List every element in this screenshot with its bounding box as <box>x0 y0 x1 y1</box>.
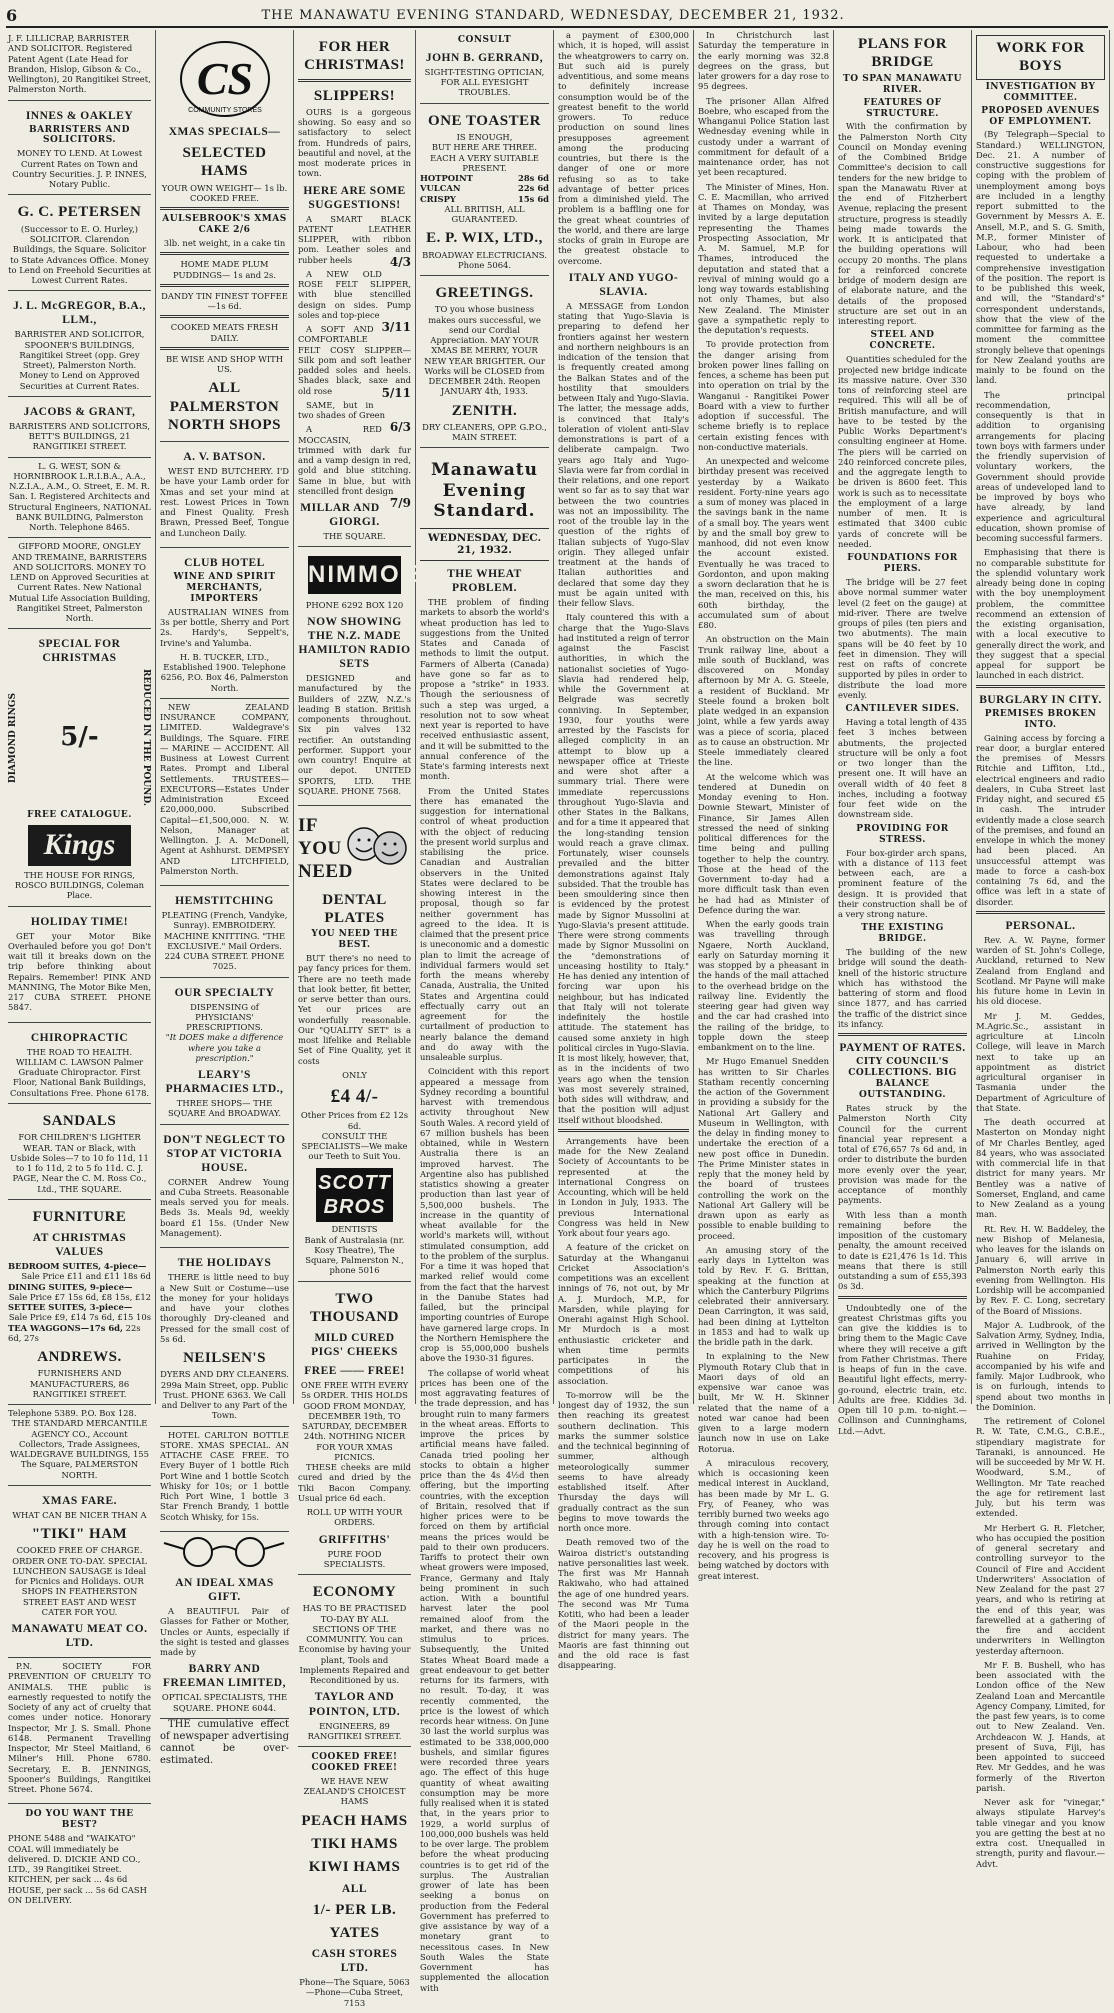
ad-west <box>8 458 151 539</box>
leary-heading: LEARY'S PHARMACIES LTD., <box>165 1069 284 1096</box>
tiki-body: COOKED FREE OF CHARGE. ORDER ONE TO-DAY. SPECIAL LUNCHEON SAUSAGE is Ideal for Picnics and Holidays. OUR SHOPS IN FEATHERSTON STREET EAST AND WEST CATER FOR YOU. <box>12 1545 147 1617</box>
dental-consult: CONSULT THE SPECIALISTS—We make our Teeth to Suit You. <box>301 1130 408 1162</box>
personal-paragraph: Rt. Rev. H. W. Baddeley, the new Bishop of Melanesia, who leaves for the islands on January 6, will arrive in Palmerston North early this evening from Wellington. His Lordship will be accompanied by Rev. F. C. Long, secretary of the Board of Missions. <box>976 1223 1105 1316</box>
wix-heading: E. P. WIX, LTD., <box>426 230 543 247</box>
innes-body: MONEY TO LEND. At Lowest Current Rates on Town and Country Securities. J. P. INNES, Notary Public. <box>12 148 147 190</box>
news-paragraph: At the welcome which was tendered at Dunedin on Monday evening to Hon. Downie Stewart, Minister of Finance, Sir James Allen stressed the need of sinking political differences for the time being and pulling together to help the country. Those at the head of the Government to-day had a more difficult task than even he had had as Minister of Defence during the war. <box>698 771 829 915</box>
news-paragraph: When the early goods train was travelling through Ngaere, North Auckland, early on Saturday morning it was stopped by a pheasant in the hands of the mail attached to the overhead bridge on the railway line. Evidently the steering gear had given way and the car had crashed into the railing of the bridge, to topple down the steep embankment on to the line. <box>698 919 829 1052</box>
neilsen-heading: NEILSEN'S <box>183 1350 266 1366</box>
stress-heading: PROVIDING FOR STRESS. <box>856 823 949 845</box>
ad-gerrand <box>420 30 549 104</box>
furniture-item <box>8 1323 151 1344</box>
club-heading: CLUB HOTEL <box>184 556 265 569</box>
toaster-name: CRISPY <box>420 193 456 204</box>
coal-heading: DO YOU WANT THE BEST? <box>25 1809 134 1831</box>
toaster-price: 22s 6d <box>518 183 549 194</box>
peach-hams: PEACH HAMS <box>301 1812 408 1829</box>
tiki-hams: TIKI HAMS <box>311 1836 398 1852</box>
cs-logo-letters: CS <box>196 53 253 104</box>
slipper-item-text: A NEW OLD ROSE FELT SLIPPER, with blue stencilled design on sides. Pump soles and top-piece <box>298 268 411 320</box>
divider <box>558 1129 689 1132</box>
xmas-fare-body: WHAT CAN BE NICER THAN A <box>12 1509 147 1520</box>
diamond-right: REDUCED IN THE POUND. <box>140 669 151 807</box>
divider <box>160 207 289 210</box>
ad-pigs-cheeks <box>298 1282 411 1576</box>
nimmos-logo: NIMMO'S <box>308 556 401 593</box>
column-7 <box>834 30 972 1436</box>
ad-kings <box>8 629 151 906</box>
existing-bridge-body: The building of the new bridge will sound the death-knell of the historic structure which has withstood the battering of storm and flood since 1877, and has carried the traffic of the district since its infancy. <box>838 947 967 1029</box>
dental-body: BUT there's no need to pay fancy prices for them. There are no teeth made that look better, fit better, or serve better than ours. Yet our prices are wonderfully reasonable. Our "QUALITY SET" is a most lifelike and Reliable Set of Fine Quality, yet it costs <box>298 953 411 1066</box>
column-3 <box>294 30 427 2008</box>
page-number: 6 <box>6 5 19 25</box>
cantilever-body: Having a total length of 435 feet 3 inches between abutments, the projected structure will be only a foot or two longer than the present one. It will have an overall width of 40 feet 8 inches, including a footway four feet wide on the downstream side. <box>838 717 967 820</box>
sandals-heading: SANDALS <box>42 1112 117 1129</box>
slipper-item-price: 7/9 <box>389 496 411 511</box>
diamond-rings-offer <box>8 669 151 806</box>
slipper-item-text: A SMART BLACK PATENT LEATHER SLIPPER, with ribbon pom. Leather soles and rubber heels <box>298 213 411 265</box>
magic-cave-advt: Undoubtedly one of the greatest Christmas gifts you can give the kiddies is to bring them to the Magic Cave where they will receive a gift from Father Christmas. There is heaps of fun in the cave. Beautiful light effects, merry-go-round, electric train, etc. Adults are free. Kiddies 3d. Open till 10 p.m. to-night.—Collinson and Cunninghams, Ltd.—Advt. <box>838 1302 967 1436</box>
divider <box>976 685 1105 688</box>
ham-price: 1/- PER LB. <box>312 1901 397 1918</box>
ad-chiro <box>8 1023 151 1104</box>
ad-mcgregor <box>8 291 151 397</box>
bridge-heading: PLANS FOR BRIDGE <box>857 36 948 71</box>
ad-community-stores <box>160 30 289 442</box>
italy-paragraph: Italy countered this with a charge that the Yugo-Slavs had instituted a reign of terror against the Fascist authorities, in which the nationalist societies of Yugo-Slavia had rendered help, while the Government at Belgrade was secretly conniving. In September, 1930, four youths were arrested by the Fascists for alleged complicity in an attempt to blow up a newspaper office at Trieste and were shot after a summary trial. There were immediate repercussions throughout Yugo-Slavia and other States in the Balkans, and for a time it appeared that the long-standing tension would reach a grave climax. Fortunately, wiser counsels prevailed and the bitter demonstrations against Italy subsided. That the trouble has been smouldering since then is evidenced by the protest made by Signor Mussolini at Yugo-Slavia's present attitude. There were strong comments made by Signor Mussolini on the "demonstrations of unceasing hostility to Italy." He has denied any intention of forcing war upon his neighbour, but has indicated that Italy will not tolerate indefinitely the hostile attitude. The statement has caused some anxiety in high political circles in Yugo-Slavia. It is most likely, however, that, as in the incidents of two years ago when the tension was most severely strained, both sides will withdraw, and that the position will adjust itself without bloodshed. <box>558 612 689 1125</box>
personal-paragraph: Never ask for "vinegar," always stipulate Harvey's table vinegar and you know you are getting the best at no extra cost. Unequalled in strength, purity and flavour.—Advt. <box>976 1797 1105 1869</box>
hem-body: PLEATING (French, Vandyke, Sunray). EMBROIDERY. MACHINE KNITTING. "THE EXCLUSIVE." Mail Orders. 224 CUBA STREET. PHONE 7025. <box>161 910 288 972</box>
pudding-line: HOME MADE PLUM PUDDINGS— 1s and 2s. <box>172 259 277 280</box>
slipper-item-text: SAME, but in two shades of Green <box>298 399 386 421</box>
news-paragraph: An obstruction on the Main Trunk railway line, about a mile south of Buckland, was discovered on Monday afternoon by Mr A. G. Steele, a resident of Buckland. Mr Steele found a broken bolt plate wedged in an expansion joint, while a few yards away was a piece of scoria, placed as to cause an obstruction. Mr Steele immediately cleared the line. <box>698 634 829 768</box>
consult-heading: CONSULT <box>457 35 512 45</box>
leary-body: THREE SHOPS— THE SQUARE And BROADWAY. <box>167 1098 282 1119</box>
bridge-paragraph: With the confirmation by the Palmerston North City Council on Monday evening of the Combined Bridge Committee's decision to call tenders for the new bridge to span the Manawatu River at the end of Fitzherbert Avenue, replacing the present structure, progress is steadily being made towards the work. It is anticipated that the building operations will occupy 20 months. The plans for a reinforced concrete bridge of modern design are of elaborate nature, and the details of the proposed structure are set out in an interesting report. <box>838 121 967 327</box>
italy-heading: ITALY AND YUGO-SLAVIA. <box>568 271 679 298</box>
ad-dental <box>298 806 411 1282</box>
furniture-item <box>8 1282 151 1303</box>
ad-standard <box>8 1405 151 1486</box>
furniture-sub: AT CHRISTMAS VALUES <box>32 1232 127 1259</box>
furniture-heading: FURNITURE <box>32 1208 127 1225</box>
dental-sub: YOU NEED THE BEST. <box>311 929 398 951</box>
scott-addr: Bank of Australasia (nr. Kosy Theatre), The Square, Palmerston N., phone 5016 <box>304 1234 405 1276</box>
ad-taylor-pointon <box>298 1575 411 1747</box>
cash-stores-heading: CASH STORES LTD. <box>311 1948 398 1975</box>
tiki-ham-heading: "TIKI" HAM <box>31 1526 128 1543</box>
ad-yates-hams <box>298 1747 411 2013</box>
toaster-name: VULCAN <box>420 183 461 194</box>
foundations-body: The bridge will be 27 feet above normal summer water level (2 feet on the gauge) at mid-river. There are twelve groups of piles (ten piers and two abutments). The main spans will be 40 feet by 10 feet in dimension. They will rest on rafts of concrete supported by piles in order to distribute the load more evenly. <box>838 577 967 700</box>
toaster-item <box>420 194 549 204</box>
masthead <box>6 4 1108 28</box>
masthead-title: THE MANAWATU EVENING STANDARD, WEDNESDAY, DECEMBER 21, 1932. <box>261 7 845 23</box>
slipper-item-price: 4/3 <box>389 254 411 269</box>
slipper-item <box>298 268 411 335</box>
andrews-heading: ANDREWS. <box>37 1349 122 1366</box>
chiro-heading: CHIROPRACTIC <box>30 1031 129 1044</box>
furniture-item <box>8 1261 151 1282</box>
greetings-heading: GREETINGS. <box>435 285 534 302</box>
diamond-left: DIAMOND RINGS <box>8 692 18 783</box>
petersen-body: (Successor to E. O. Hurley,) SOLICITOR. Clarendon Buildings, the Square. Solicitor to State Advances Office. Money to Lend on Freehold Securities at Lowest Current Rates. <box>8 223 151 285</box>
innes-sub: BARRISTERS AND SOLICITORS. <box>29 124 130 146</box>
west-body: L. G. WEST, SON & HORNIBROOK L.R.I.B.A., A.A., N.Z.I.A., A.M., O. Street, E. M. R. San. I. Registered Architects and Structural Engineers, NATIONAL BANK BUILDING, Palmerston North. Telephone 8465. <box>8 460 151 533</box>
griffiths-heading: GRIFFITHS' <box>318 1533 391 1546</box>
ad-coal <box>8 1804 151 1910</box>
divider <box>298 79 411 82</box>
ad-jacobs <box>8 397 151 458</box>
news-paragraph: In Christchurch last Saturday the temperature in the early morning was 32.8 degrees on the grass, but later growers for a day rose to 95 degrees. <box>698 30 829 92</box>
cantilever-heading: CANTILEVER SIDES. <box>845 704 960 715</box>
news-paragraph: The Minister of Mines, Hon. C. E. Macmillan, who arrived at Thames on Monday, was invited by a large deputation representing the Thames Prospecting Association, Mr A. M. Samuel, M.P. for Thames, introduced the deputation and stated that a revival of mining would go a long way towards establishing not only Thames, but also New Zealand. The Minister gave a sympathetic reply to the deputation's requests. <box>698 181 829 335</box>
dental-top <box>298 809 411 886</box>
wix-sub: BROADWAY ELECTRICIANS. Phone 5064. <box>422 249 547 270</box>
ad-tiki <box>8 1486 151 1658</box>
divider <box>838 1033 967 1036</box>
mcgregor-body: BARRISTER AND SOLICITOR, SPOONER'S BUILDINGS, Rangitikei Street (opp. Grey Street), Palmerston North. Money to Lend on Approved Securities at Current Rates. <box>14 329 145 391</box>
meat-co-heading: MANAWATU MEAT CO. LTD. <box>11 1623 148 1650</box>
ad-barry-freeman <box>160 1532 289 1719</box>
ad-carlton <box>160 1427 289 1532</box>
dental-other: Other Prices from £2 12s 6d. <box>300 1110 409 1131</box>
griffiths-sub: PURE FOOD SPECIALISTS. <box>323 1548 386 1569</box>
news-paragraph: In explaining to the New Plymouth Rotary Club that in Maori days of old an expensive war canoe was built, Mr W. H. Skinner related that the name of a noted war canoe had been given to a large modern launch now in use on Lake Rotorua. <box>698 1351 829 1454</box>
divider <box>160 252 289 255</box>
work-paragraph: The principal recommendation, consequently is that in addition to organising arrangements for placing town boys with farmers under the friendly supervision of voluntary workers, the Government should provide areas of undeveloped land to be improved by boys who have already, by land experience and agricultural education, shown promise of becoming successful farmers. <box>976 389 1105 544</box>
wheat-heading: THE WHEAT PROBLEM. <box>447 568 522 595</box>
barry-body: OPTICAL SPECIALISTS, THE SQUARE. PHONE 6044. <box>161 1692 288 1713</box>
divider <box>160 315 289 318</box>
diamond-mid: 5/- <box>60 721 99 752</box>
smiling-faces-icon <box>342 818 412 876</box>
toaster-price: 28s 6d <box>518 173 549 184</box>
petersen-heading: G. C. PETERSEN <box>17 204 142 221</box>
toaster-heading: ONE TOASTER <box>428 112 541 129</box>
slipper-item <box>298 399 411 435</box>
hams-heading: SELECTED HAMS <box>182 145 267 180</box>
mcgregor-heading: J. L. McGREGOR, B.A., LLM., <box>13 300 146 327</box>
slipper-item-price: 6/3 <box>389 420 411 435</box>
economy-body: HAS TO BE PRACTISED TO-DAY BY ALL SECTIONS OF THE COMMUNITY. You can Economise by having your plant, Tools and Implements Repaired and Reconditioned by us. <box>298 1603 411 1686</box>
work-sub: INVESTIGATION BY COMMITTEE. <box>985 81 1096 103</box>
we-have-line: WE HAVE NEW ZEALAND'S CHOICEST HAMS <box>303 1775 406 1807</box>
taylor-sub: ENGINEERS, 89 RANGITIKEI STREET. <box>307 1720 402 1741</box>
column-8 <box>972 30 1110 1869</box>
barry-heading: BARRY AND FREEMAN LIMITED, <box>162 1663 286 1690</box>
special-heading: SPECIAL FOR CHRISTMAS <box>38 638 121 665</box>
greetings-body: TO you whose business makes ours successful, we send our Cordial Appreciation. MAY YOUR XMAS BE MERRY, YOUR NEW YEAR BRIGHTER. Our Works will be CLOSED from DECEMBER 24th. Reopen JANUARY 4th, 1933. <box>424 304 545 397</box>
news-paragraph: A feature of the cricket on Saturday at the Whanganui Cricket Association's competitions was an excellent innings of 76, not out, by Mr A. J. Murdoch, M.P., for Marsden, while playing for Onerahi against High School. Mr Murdoch is a most enthusiastic cricketer and when time permits participates in the competitions of his association. <box>558 1242 689 1386</box>
wheat-paragraph: THE problem of finding markets to absorb the world's wheat production has led to suggestions from the United States and Canada of methods to limit the output. Farmers of Alberta (Canada) have gone so far as to propose a "strike" in 1933. Though the seriousness of such a step was urged, a resolution not to sow wheat next year is reported to have received enthusiastic assent, and it will be submitted to the annual conference of the State's farming interests next month. <box>420 597 549 782</box>
forher-heading: FOR HER CHRISTMAS! <box>304 39 405 74</box>
ad-nz-insurance <box>160 699 289 886</box>
lillicrap-text: J. F. LILLICRAP, BARRISTER AND SOLICITOR. Registered Patent Agent (Late Head for Brandon, Hislop, Gibson & Co., Wellington), 20 Rangitikei Street, Palmerston North. <box>8 33 151 95</box>
economy-heading: ECONOMY <box>312 1584 397 1601</box>
nimmo-heading: NOW SHOWING THE N.Z. MADE HAMILTON RADIO SETS <box>298 615 411 671</box>
slipper-item <box>298 324 411 400</box>
disp-heading: OUR SPECIALTY <box>174 986 275 999</box>
victoria-body: CORNER Andrew Young and Cuba Streets. Reasonable meals served you for meals. Beds 3s. Meals 9d, weekly board £1 15s. (Under New Management). <box>160 1176 289 1238</box>
rates-sub: CITY COUNCIL'S COLLECTIONS. BIG BALANCE OUTSTANDING. <box>848 1057 957 1101</box>
cs-logo <box>160 39 289 119</box>
news-paragraph: An amusing story of the early days in Lyttelton was told by Rev. F. G. Brittan, speaking at the function at which the Canterbury Pilgrims celebrated their anniversary. Dean Carrington, it was said, had been dining at Lyttelton in 1853 and had to walk up the bridle path in the dark. <box>698 1244 829 1347</box>
pigs-body: ONE FREE WITH EVERY 5s ORDER. THIS HOLDS GOOD FROM MONDAY, DECEMBER 19th, TO SATURDAY, DECEMBER 24th. NOTHING NICER FOR YOUR XMAS PICNICS. <box>300 1380 409 1462</box>
cumulative-note: THE cumulative effect of newspaper advertising cannot be over-estimated. <box>160 1718 289 1767</box>
zenith-sub: DRY CLEANERS, OPP. G.P.O., MAIN STREET. <box>422 421 547 443</box>
personal-paragraph: Mr J. M. Geddes, M.Agric.Sc., assistant in agriculture at Lincoln College, will leave in March next to take up an appointment as district agricultural organiser in Tasmania under the Department of Agriculture of that State. <box>976 1010 1105 1113</box>
toaster-body: BUT HERE ARE THREE. EACH A VERY SUITABLE PRESENT. <box>430 142 539 173</box>
news-paragraph: A miraculous recovery, which is occasioning keen medical interest in Auckland, has been made by Mr L. G. Fry, of Feaney, who was terribly burned two weeks ago through coming into contact with a high-tension wire. To-day he is well on the road to recovery, and his progress is being watched by doctors with great interest. <box>698 1457 829 1581</box>
if-you-heading: IF YOU NEED <box>298 815 353 883</box>
disp-sub: DISPENSING of PHYSICIANS' PRESCRIPTIONS. <box>186 1001 263 1033</box>
ad-toaster <box>420 104 549 276</box>
slipper-item-text: A SOFT AND COMFORTABLE FELT COSY SLIPPER—Silk pom and soft leather padded soles and heels. Shades black, saxe and old rose <box>298 324 411 396</box>
wheat-paragraph: The collapse of world wheat prices has been one of the most aggravating features of the trade depression, and has brought ruin to many farmers in the wheat areas. Efforts to improve the prices by artificial means have failed. Canada tried pooling her stocks to obtain a higher price than the 4s 4½d then offering, but the importing countries, with the exception of Britain, resolved that if higher prices were to be forced on them by artificial means the prices would be paid to their own producers. Tariffs to protect their own wheat growers were imposed, France, Germany and Italy being prominent in such action. With a bountiful harvest later the pool remained aloof from the market, and there was no stimulus to prices. Subsequently, the United States Wheat Board made a great endeavour to get better returns for its farmers, with no result. To-day, it was recently commented, the price is the lowest of which records hear witness. On June 30 last the world surplus was estimated to be 338,000,000 bushels, and similar figures were recorded three years ago. The effect of this huge quantity of wheat awaiting consumption may be more fully realised when it is stated that, in the years prior to 1929, a world surplus of 100,000,000 bushels was held to be over large. The problem before the wheat producing countries is to get rid of the surplus. The Australian grower of late has been seeking a bonus on production from the Federal Government has preferred to give assistance by way of a monetary grant to necessitous cases. In New South Wales the State Government has supplemented the allocation with <box>420 1367 549 1993</box>
ad-petersen <box>8 195 151 291</box>
wheat-paragraph: From the United States there has emanated the suggestion for international control of wheat production with the object of reducing the present world surplus and stabilising the price. Canadian and Australian observers in the United States were declared to be showing interest in the proposal, though so far neither government has agreed to the idea. It is claimed that the present price is uneconomic and a domestic plan to limit the acreage of individual farmers would set forth the means whereby Canada, Australia, the United States and Argentina could effectually carry out an agreement for the curtailment of production to nearly balance the demand and do away with the unsaleable surplus. <box>420 785 549 1063</box>
ad-nimmos <box>298 547 427 806</box>
ideal-heading: AN IDEAL XMAS GIFT. <box>175 1577 274 1604</box>
personal-paragraph: The death occurred at Masterton on Monday night of Mr Charles Bentley, aged 84 years, who was associated with commercial life in that district for many years. Mr Bentley was a native of Somerset, England, and came to New Zealand as a young man. <box>976 1117 1105 1220</box>
rates-body-2: With less than a month remaining before the imposition of the customary penalty, the amount received to date is £21,476 1s 1d. This means that there is still outstanding a sum of £55,393 0s 3d. <box>838 1209 967 1292</box>
toaster-name: HOTPOINT <box>420 173 473 184</box>
suggestions-heading: HERE ARE SOME SUGGESTIONS! <box>303 184 406 211</box>
club-body: AUSTRALIAN WINES from 3s per bottle, Sherry and Port 2s. Hardy's, Seppelt's, Irvine's and Yalumba. <box>160 606 289 648</box>
toaster-item <box>420 183 549 193</box>
cs-logo-graphic <box>179 39 271 119</box>
furniture-item <box>8 1302 151 1323</box>
jacobs-heading: JACOBS & GRANT, <box>23 405 136 418</box>
dental-price: £4 4/- <box>330 1086 379 1108</box>
bridge-sub1: TO SPAN MANAWATU RIVER. <box>843 73 962 95</box>
batson-body: WEST END BUTCHERY. I'D be have your Lamb order for Xmas and set your mind at rest. Lowest Prices in Town and Finest Quality. Fresh Brawn, Pressed Beef, Tongue and Luncheon Daily. <box>160 466 289 538</box>
ad-batson <box>160 442 289 548</box>
gerrand-heading: JOHN B. GERRAND, <box>425 51 544 64</box>
andrews-body: FURNISHERS AND MANUFACTURERS, 86 RANGITIKEI STREET. <box>29 1368 130 1399</box>
toaster-price: 15s 6d <box>518 193 549 204</box>
ad-slippers <box>298 30 411 547</box>
aulse-line: AULSEBROOK'S XMAS CAKE 2/6 <box>162 214 287 236</box>
personal-paragraph: Major A. Ludbrook, of the Salvation Army, Sydney, India, arrived in Wellington by the Ruahine on Friday, accompanied by his wife and family. Major Ludbrook, who is on furlough, intends to spend about two months in the Dominion. <box>976 1319 1105 1412</box>
victoria-heading: DON'T NEGLECT TO STOP AT VICTORIA HOUSE. <box>163 1133 286 1174</box>
ad-hemstitching <box>160 886 289 978</box>
divider <box>160 347 289 350</box>
slippers-body: OURS is a gorgeous showing. So easy and so satisfactory to select from. Hundreds of pairs, beautiful and novel, at the most moderate prices in town. <box>298 106 411 179</box>
furniture-item-price: 22s 6d, 27s <box>8 1322 141 1343</box>
wheat-paragraph: Coincident with this report appeared a message from Sydney recording a bountiful harvest with tremendous activity throughout New South Wales. A record yield of 67 million bushels has been obtained, while in Western Australia there is an improved harvest. The Argentine also has published statistics showing a greater production than last year of 5,500,000 bushels. The increase in the quantity of wheat available for the world's markets will, without stimulated consumption, add to the problem of the surplus. For a time it was hoped that marked relief would come from the fact that the harvest in the Danube States had failed, but the principal importing countries of Europe have garnered large crops. In the Northern Hemisphere the crop is 55,000,000 bushels above the 1930-31 figures. <box>420 1066 549 1364</box>
ad-spca <box>8 1658 151 1804</box>
ad-neilsen <box>160 1248 289 1426</box>
slipper-item-text: A RED MOCCASIN, trimmed with dark fur and a vamp design in red, gold and blue stitching. Same in blue, but with stencilled front design <box>298 424 411 496</box>
innes-heading: INNES & OAKLEY <box>25 109 134 122</box>
disp-quote: "It DOES make a difference where you take a prescription." <box>165 1032 284 1063</box>
furniture-item-price: Sale Price £9, £14 7s 6d, £15 10s <box>8 1312 151 1323</box>
specials-heading: XMAS SPECIALS— <box>168 126 281 138</box>
scott-sub: DENTISTS <box>331 1224 378 1235</box>
ad-zenith <box>420 276 549 448</box>
ad-leary <box>160 978 289 1125</box>
be-wise-line: BE WISE AND SHOP WITH US. <box>165 353 284 375</box>
burglary-sub: PREMISES BROKEN INTO. <box>984 708 1097 730</box>
millar-heading: MILLAR AND GIORGI. <box>300 502 380 529</box>
steel-heading: STEEL AND CONCRETE. <box>869 330 936 352</box>
yates-heading: YATES <box>329 1924 380 1941</box>
kiwi-hams: KIWI HAMS <box>308 1859 401 1876</box>
hams-body: YOUR OWN WEIGHT— 1s lb. COOKED FREE. <box>161 182 288 203</box>
catalogue-label: FREE CATALOGUE. <box>27 810 132 821</box>
personal-paragraph: Rev. A. W. Payne, former warden of St. John's College, Auckland, returned to New Zealand from England and Scotland. Mr Payne will make his future home in Levin in his old diocese. <box>976 934 1105 1007</box>
gerrand-sub: SIGHT-TESTING OPTICIAN, FOR ALL EYESIGHT TROUBLES. <box>424 66 545 98</box>
roll-up-line: ROLL UP WITH YOUR ORDERS. <box>306 1507 403 1528</box>
news-paragraph: Mr Hugo Emanuel Snedden has written to Sir Charles Statham recently concerning the action of the Government in providing a subsidy for the National Art Gallery and Museum in Wellington, with the delay in finding money to undertake the erection of a new post office in Dunedin. The Prime Minister states in reply that the money held by the board of trustees controlling the work on the National Art Gallery will be drawn upon as early as possible to enable building to proceed. <box>698 1056 829 1241</box>
scott-bros-logo: SCOTT BROS <box>316 1168 393 1223</box>
tucker-body: H. B. TUCKER, LTD., Established 1900. Telephone 6256, P.O. Box 46, Palmerston North. <box>160 651 289 693</box>
coal-body: PHONE 5488 and "WAIKATO" COAL will immediately be delivered. D. DICKIE AND CO., LTD., 39 Rangitikei Street. KITCHEN, per sack ... 4s 6d HOUSE, per sack ... 5s 6d CASH ON DELIVERY. <box>8 1833 147 1905</box>
holiday-heading: HOLIDAY TIME! <box>30 915 129 928</box>
ad-gifford <box>8 538 151 629</box>
furniture-item-name: DINING SUITES, 9-piece— <box>8 1281 133 1292</box>
paper-name-line2: Evening Standard. <box>433 480 536 522</box>
bridge-sub2: FEATURES OF STRUCTURE. <box>863 97 942 119</box>
news-paragraph: To provide protection from the danger arising from broken power lines falling on fences, a scheme has been put into operation on trial by the Wanganui - Rangitikei Power Board with a view to further adoption if successful. The scheme briefly is to replace certain existing fences with non-conductive materials. <box>698 339 829 452</box>
andrews-tel: Telephone 5389. P.O. Box 128. <box>8 1408 137 1419</box>
column-1 <box>4 30 156 1905</box>
holidays-body: THERE is little need to buy a New Suit or Costume—use the money for your holidays and have your clothes thoroughly Dry-cleaned and Pressed for the small cost of 5s 6d. <box>160 1272 289 1344</box>
ad-sandals <box>8 1104 151 1200</box>
dental-only: ONLY <box>342 1069 367 1080</box>
pigs-heading: MILD CURED PIGS' CHEEKS <box>311 1332 398 1359</box>
column-4 <box>416 30 554 1993</box>
work-paragraph: Emphasising that there is no comparable substitute for the splendid voluntary work already being done in coping with the boy unemployment problem, the committee recommend an extension of the existing organisation, with a local executive to generally direct the work, and they suggest that a special appeal for support be launched in each district. <box>976 547 1105 681</box>
column-5 <box>554 30 694 1671</box>
dental-heading: DENTAL PLATES <box>322 891 387 926</box>
italy-paragraph: A MESSAGE from London stating that Yugo-Slavia is preparing to defend her frontiers against her western and northern neighbours is an indication of the tension that is frequently created among the Balkan States and of the hostility that smoulders between Italy and Yugo-Slavia. The latter, the message adds, is convinced that Italy's toleration of violent anti-Slav demonstrations is part of a deliberate campaign. Two years ago Italy and Yugo-Slavia were far from cordial in their relations, and one report went so far as to say that war between the two countries was not an impossibility. The root of the trouble lay in the question of the rights of Italian subjects of Yugo-Slav origin. They alleged unfair treatment at the hands of Italian authorities and declared that some day they must be again united with their fellow Slavs. <box>558 300 689 609</box>
yates-phone: Phone—The Square, 5063—Phone—Cuba Street, 7153 <box>299 1977 410 2008</box>
pigs-free: FREE —— FREE! <box>304 1365 405 1378</box>
news-paragraph: An unexpected and welcome birthday present was received yesterday by a Waikato resident. Forty-nine years ago a sum of money was placed in the savings bank in the name of a small boy. The years went by and the small boy grew to manhood, did not even know the account existed. Eventually he was traced to Gordonton, and upon making a sworn declaration that he is the man, received on this, his 60th birthday, the accumulated sum of about £80. <box>698 456 829 630</box>
rates-body: Rates struck by the Palmerston North City Council for the current financial year represent a total of £76,657 7s 6d and, in order to distribute the burden more evenly over the year, provision was made for the acceptance of monthly payments. <box>838 1103 967 1206</box>
aulse-sub: 3lb. net weight, in a cake tin <box>163 238 286 249</box>
wheat-continued: a payment of £300,000 which, it is hoped, will assist the wheatgrowers to carry on. But such aid is purely adventitious, and some means to definitely increase consumption would be of the greatest benefit to the world growers. To reduce production on sound lines presupposes agreement among the producing countries, but there is the danger of one or more refusing so as to take advantage of better prices from a diminished yield. The problem is a baffling one for the great wheat countries of the world, and there are large stocks of grain in Europe are the greatest obstacle to overcome. <box>558 30 689 266</box>
spca-body: P.N. SOCIETY FOR PREVENTION OF CRUELTY TO ANIMALS. THE public is earnestly requested to notify the Society of any act of cruelty that comes under notice. Honorary Inspector, Mr J. S. Small. Phone 6148. Permanent Travelling Inspector, Mr Steel Maitland, 6 Milner's Hill. Phone 6780. Secretary, E. B. JENNINGS, Spooner's Buildings, Rangitikei Street. Phone 5674. <box>8 1661 151 1795</box>
kings-sub: THE HOUSE FOR RINGS, ROSCO BUILDINGS, Coleman Place. <box>14 869 145 901</box>
xmas-fare-heading: XMAS FARE. <box>41 1494 118 1507</box>
ad-lillicrap <box>8 30 151 101</box>
slipper-item-price: 3/11 <box>381 320 411 335</box>
sandals-body: FOR CHILDREN'S LIGHTER WEAR. TAN or Black, with Usbide Soles—7 to 10 fo 11d, 11 to 1 fo 11d, 2 to 5 fo 11d. C. J. PAGE, Near the C. M. Ross Co., Ltd., THE SQUARE. <box>10 1132 149 1194</box>
slipper-item <box>298 213 411 269</box>
neilsen-body: DYERS AND DRY CLEANERS. 299a Main Street, opp. Public Trust. PHONE 6363. We Call and Deliver to any Part of the Town. <box>160 1369 289 1421</box>
standard-body: THE STANDARD MERCANTILE AGENCY CO., Account Collectors, Trade Assignees, WALDEGRAVE BUILDINGS, 155 The Square, PALMERSTON NORTH. <box>10 1418 149 1480</box>
slipper-item <box>298 424 411 511</box>
nimmo-phone: PHONE 6292 BOX 120 <box>305 599 404 610</box>
divider <box>976 911 1105 914</box>
nimmo-text: DESIGNED and manufactured by the Builders of 2ZW, N.Z.'s leading B station. British components throughout. Six pin valves 132 rectifier. An outstanding performer. Support your own country! Enquire at our depot. UNITED SPORTS, LTD. THE SQUARE. PHONE 7568. <box>298 673 411 796</box>
news-paragraph: The prisoner Allan Alfred Boebre, who escaped from the Whanganui Police Station last Wednesday evening while in custody under a warrant of commitment for default of a maintenance order, has not yet been recaptured. <box>698 95 829 178</box>
cooked-free-line: COOKED FREE! COOKED FREE! <box>311 1752 398 1773</box>
burglary-heading: BURGLARY IN CITY. <box>979 693 1102 706</box>
zenith-heading: ZENITH. <box>451 402 518 419</box>
gifford-body: GIFFORD MOORE, ONGLEY AND TREMAINE, BARRISTERS AND SOLICITORS. MONEY TO LEND on Approved Securities at Current Rates. New National Mutual Life Association Building, Rangitikei Street, Palmerston North. <box>8 541 151 624</box>
divider <box>160 284 289 287</box>
news-paragraph: Death removed two of the Wairoa district's outstanding native personalities last week. The first was Mr Hannah Rakiwaho, who had attained the age of one hundred years. The second was Mr Tuma Kotiti, who had been a leader of the Maori people in the district for many years. The Maoris are fast thinning out and the old race is fast disappearing. <box>558 1537 689 1671</box>
personal-heading: PERSONAL. <box>1005 919 1076 932</box>
two-thousand-heading: TWO THOUSAND <box>309 1290 399 1325</box>
paper-name-line1: Manawatu <box>430 460 539 481</box>
kings-logo: Kings <box>28 825 131 866</box>
ad-holiday <box>8 907 151 1023</box>
all-label: ALL <box>341 1882 368 1895</box>
divider <box>838 1296 967 1299</box>
meats-line: COOKED MEATS FRESH DAILY. <box>170 322 279 343</box>
jacobs-body: BARRISTERS AND SOLICITORS, BETT'S BUILDINGS, 21 RANGITIKEI STREET. <box>8 420 151 452</box>
spectacles-icon <box>160 1535 288 1569</box>
ad-club-hotel <box>160 548 289 699</box>
existing-bridge-heading: THE EXISTING BRIDGE. <box>861 923 944 945</box>
toffee-line: DANDY TIN FINEST TOFFEE—1s 6d. <box>161 290 288 312</box>
work-paragraph: (By Telegraph—Special to Standard.) WELLINGTON, Dec. 21. A number of constructive suggestions for coping with the problem of unemployment among boys are included in a lengthy report submitted to the Government by Messrs A. E. Ansell, M.P., and S. G. Smith, M.P., former Minister of Labour, who had been requested to undertake a comprehensive investigation of the position. The report is to be published this week, and will, the "Standard's" correspondent understands, show that the view of the committee for farming as the moment the committee strongly believe that openings for New Zealand youths are mainly to be found on the land. <box>976 129 1105 386</box>
slippers-heading: SLIPPERS! <box>313 87 396 104</box>
nzins-body: NEW ZEALAND INSURANCE COMPANY, LIMITED. Waldegrave's Buildings, The Square. FIRE — MARINE — ACCIDENT. All Business at Lowest Current Rates. Prompt and Liberal Settlements. TRUSTEES—EXECUTORS—Estates Under Administration Exceed £20,000,000. Subscribed Capital—£1,500,000. N. W. Nelson, Manager at Wellington. J. A. McDonell, Agent at Ashhurst. DEMPSEY AND LITCHFIELD, Palmerston North. <box>160 701 289 876</box>
work-sub2: PROPOSED AVENUES OF EMPLOYMENT. <box>981 105 1100 127</box>
foundations-heading: FOUNDATIONS FOR PIERS. <box>847 553 958 575</box>
toaster-british: ALL BRITISH, ALL GUARANTEED. <box>444 203 525 225</box>
personal-paragraph: The retirement of Colonel R. W. Tate, C.M.G., C.B.E., stipendiary magistrate for Taranaki, is announced. He will be succeeded by Mr W. H. Woodward, S.M., of Wellington. Mr Tate reached the age for retirement last July, but his term was extended. <box>976 1416 1105 1519</box>
burglary-body: Gaining access by forcing a rear door, a burglar entered the premises of Messrs Ritchie and Liffiton, Ltd., electrical engineers and radio dealers, in Cuba Street last Friday night, and secured £5 in cash. The intruder evidently made a close search of the premises, and found an envelope in which the money had been placed. An unsuccessful attempt was made to force a cash-box containing 7s 6d, and the office was left in a state of disorder. <box>976 732 1105 907</box>
stress-body: Four box-girder arch spans, with a distance of 113 feet between each, are a prominent feature of the design. It is provided that their construction shall be of a very strong nature. <box>838 847 967 919</box>
ad-furniture <box>8 1200 151 1405</box>
personal-paragraph: Mr F. B. Bushell, who has been associated with the London office of the New Zealand Loan and Mercantile Agency Company, Limited, for the past few years, is to come out to New Zealand. Ven. Archdeacon W. J. Hands, at present of Suva, Fiji, has been appointed to succeed Rev. Mr Geddes, and he was formerly of the Riverton parish. <box>976 1659 1105 1793</box>
cs-logo-ring-text: COMMUNITY STORES <box>187 107 262 114</box>
toaster-sub: IS ENOUGH, <box>456 132 513 143</box>
ideal-body: A BEAUTIFUL Pair of Glasses for Father or Mother, Uncles or Aunts, especially if the sight is tested and glasses made by <box>160 1606 289 1658</box>
ad-innes <box>8 101 151 196</box>
club-sub: WINE AND SPIRIT MERCHANTS, IMPORTERS <box>173 571 276 604</box>
bridge-paragraph: Quantities scheduled for the projected new bridge indicate its massive nature. Over 330 tons of reinforcing steel are required. This will all be of British manufacture, and will have to be tested by the Public Works Department's consulting engineer at Home. The piers will be carried on 240 reinforced concrete piles, and the aggregate length to be driven is 8600 feet. This work is such as to necessitate the employment of a large number of men. It is estimated that 3400 cubic yards of concrete will be needed. <box>838 354 967 549</box>
personal-paragraph: Mr Herbert G. R. Fletcher, who has occupied the position of general secretary and controlling surveyor to the Council of Fire and Accident Underwriters' Association of New Zealand for the past 27 years, and who is retiring at the end of this year, was farewelled at a gathering of the fire and accident underwriters in Wellington yesterday afternoon. <box>976 1522 1105 1656</box>
toaster-item <box>420 173 549 183</box>
slipper-item-price: 5/11 <box>381 385 411 400</box>
ad-victoria <box>160 1125 289 1249</box>
holidays-heading: THE HOLIDAYS <box>177 1257 272 1270</box>
pigs-note: THESE cheeks are mild cured and dried by the Tiki Bacon Company. Usual price 6d each. <box>298 1462 411 1503</box>
furniture-item-name: TEA WAGGONS—17s 6d, <box>8 1322 123 1333</box>
editorial-dateline: WEDNESDAY, DEC. 21, 1932. <box>420 528 549 562</box>
column-2 <box>156 30 294 1767</box>
column-6 <box>694 30 834 1581</box>
work-for-boys-heading: WORK FOR BOYS <box>976 35 1105 80</box>
news-paragraph: Arrangements have been made for the New Zealand Society of Accountants to be represented at the international Congress on Accounting, which will be held in London in July, 1933. The previous International Congress was held in New York about four years ago. <box>558 1135 689 1239</box>
hem-heading: HEMSTITCHING <box>175 895 274 908</box>
batson-heading: A. V. BATSON. <box>183 451 266 464</box>
paper-nameplate <box>420 460 549 521</box>
furniture-item-name: BEDROOM SUITES, 4-piece— <box>8 1261 147 1272</box>
furniture-item-price: Sale Price £11 and £11 18s 6d <box>21 1271 151 1282</box>
taylor-heading: TAYLOR AND POINTON, LTD. <box>308 1691 401 1718</box>
rates-heading: PAYMENT OF RATES. <box>839 1042 966 1055</box>
furniture-item-price: Sale Price £7 15s 6d, £8 15s, £12 <box>8 1291 151 1302</box>
carlton-body: HOTEL CARLTON BOTTLE STORE. XMAS SPECIAL. AN ATTACHE CASE FREE. TO Every Buyer of 1 bottle Rich Port Wine and 1 bottle Scotch Whisky for 10s; or 1 bottle Rich Port Wine, 1 bottle 3 Star French Brandy, 1 bottle Scotch Whisky, for 15s. <box>160 1429 289 1522</box>
holiday-body: GET your Motor Bike Overhauled before you go! Don't wait till it breaks down on the trip before thinking about Repairs. Remember! PINK AND MANNING, The Motor Bike Men, 217 CUBA STREET. PHONE 5847. <box>8 930 151 1013</box>
millar-sub: THE SQUARE. <box>323 531 386 542</box>
chiro-body: THE ROAD TO HEALTH. WILLIAM C. LAWSON Palmer Graduate Chiropractor. First Floor, National Bank Buildings, Consultations Free. Phone 6178. <box>9 1046 150 1098</box>
furniture-item-name: SETTEE SUITES, 3-piece— <box>8 1302 133 1313</box>
all-shops-heading: ALL PALMERSTON NORTH SHOPS <box>168 380 281 433</box>
news-paragraph: To-morrow will be the longest day of 1932, the sun then reaching its greatest southern declination. This marks the summer solstice and the technical beginning of summer, although meteorologically summer seems to have already established itself. After Thursday the days will gradually contract as the sun begins to move towards the north once more. <box>558 1389 689 1534</box>
